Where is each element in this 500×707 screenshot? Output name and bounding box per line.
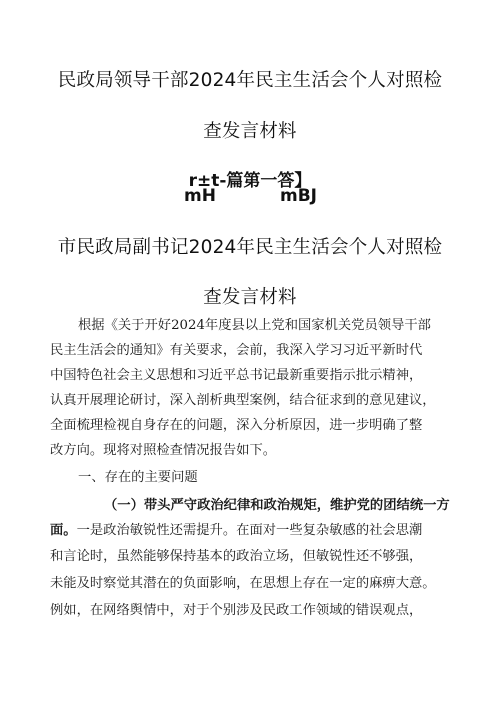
paragraph-line: 全面梳理检视自身存在的问题，深入分析原因，进一步明确了整 — [50, 418, 423, 433]
paragraph-line: 认真开展理论研讨，深入剖析典型案例，结合征求到的意见建议， — [50, 393, 436, 408]
paragraph-line — [50, 519, 450, 538]
section-title-line-1: 市民政局副书记2024年民主生活会个人对照检 — [57, 237, 443, 258]
paragraph-text: 一是政治敏锐性还需提升。在面对一些复杂敏感的社会思潮 — [76, 523, 423, 538]
section-title-line-2: 查发言材料 — [203, 287, 297, 308]
paragraph-line: 民主生活会的通知》有关要求，会前，我深入学习习近平新时代 — [50, 343, 423, 358]
document-title-line-2: 查发言材料 — [203, 121, 297, 142]
section-heading: 一、存在的主要问题 — [78, 470, 198, 485]
paragraph-line: 根据《关于开好2024年度县以上党和国家机关党员领导干部 — [78, 318, 431, 333]
garbled-mark-left: mH — [184, 186, 216, 206]
paragraph-line: 和言论时，虽然能够保持基本的政治立场，但敏锐性还不够强， — [50, 549, 423, 564]
document-title-line-1: 民政局领导干部2024年民主生活会个人对照检 — [57, 70, 443, 91]
paragraph-line: 例如，在网络舆情中，对于个别涉及民政工作领域的错误观点， — [50, 603, 423, 618]
garbled-subheading: r±t-篇第一答】 — [188, 171, 312, 191]
garbled-mark-right: mBJ — [280, 186, 317, 206]
subsection-heading: （一）带头严守政治纪律和政治规矩，维护党的团结统一方 — [104, 498, 450, 513]
subsection-heading-end: 面。 — [50, 523, 77, 538]
paragraph-line: 未能及时察觉其潜在的负面影响，在思想上存在一定的麻痹大意。 — [50, 576, 436, 591]
paragraph-line: 改方向。现将对照检查情况报告如下。 — [50, 443, 277, 458]
paragraph-line: 中国特色社会主义思想和习近平总书记最新重要指示批示精神， — [50, 368, 423, 383]
